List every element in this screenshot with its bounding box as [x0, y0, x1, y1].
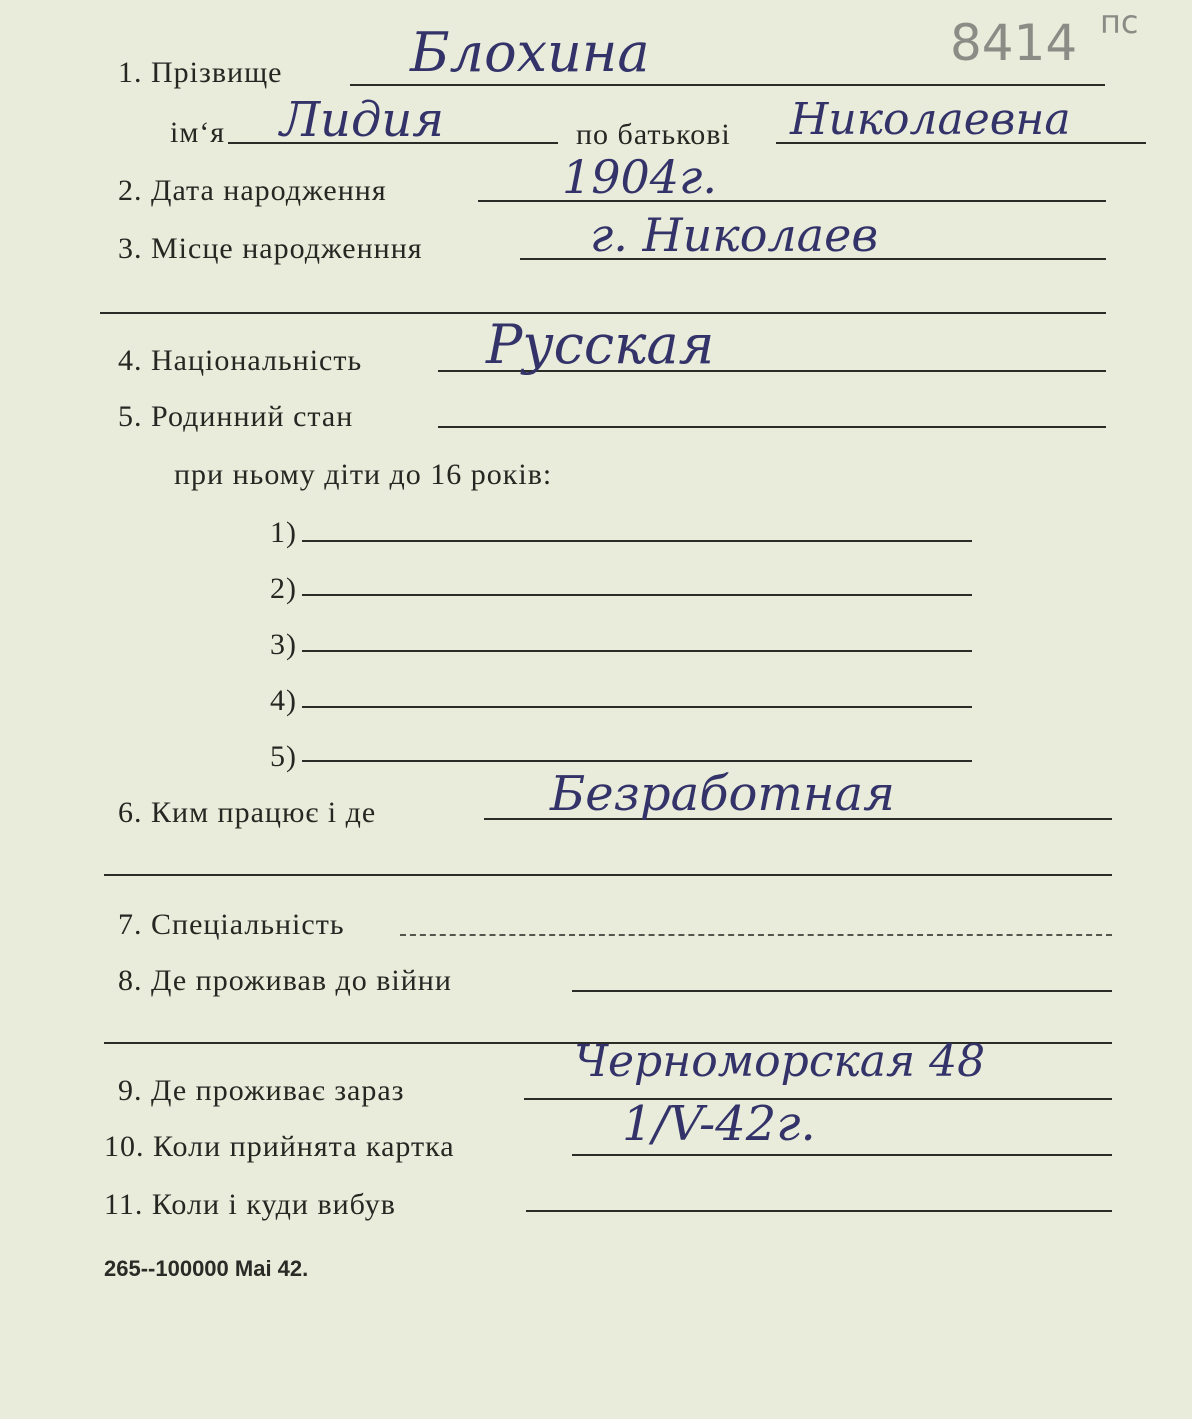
specialty-line [400, 934, 1112, 936]
occupation-value: Безработная [550, 766, 895, 822]
children-label: при ньому діти до 16 років: [174, 458, 553, 491]
patronymic-label: по батькові [576, 118, 731, 151]
prewar-residence-line [572, 990, 1112, 992]
card-accepted-label: 10. Коли прийнята картка [104, 1130, 455, 1163]
child-2-label: 2) [270, 572, 297, 605]
card-accepted-value: 1/V-42г. [622, 1096, 816, 1152]
child-2-line [302, 594, 972, 596]
surname-line [350, 84, 1105, 86]
archive-number-suffix: пс [1100, 3, 1139, 41]
archive-number: 8414 [950, 14, 1078, 72]
occupation-extra-line [104, 874, 1112, 876]
birthdate-label: 2. Дата народження [118, 174, 387, 207]
birthdate-value: 1904г. [562, 150, 717, 204]
surname-label: 1. Прізвище [118, 56, 283, 89]
occupation-label: 6. Ким працює і де [118, 796, 377, 829]
marital-status-line [438, 426, 1106, 428]
child-4-label: 4) [270, 684, 297, 717]
surname-value: Блохина [410, 21, 650, 84]
marital-status-label: 5. Родинний стан [118, 400, 354, 433]
name-value: Лидия [280, 92, 445, 148]
child-3-line [302, 650, 972, 652]
child-1-line [302, 540, 972, 542]
departed-line [526, 1210, 1112, 1212]
birthplace-value: г. Николаев [590, 208, 879, 262]
current-residence-value: Черноморская 48 [574, 1036, 986, 1087]
current-residence-line [524, 1098, 1112, 1100]
current-residence-label: 9. Де проживає зараз [118, 1074, 405, 1107]
birthplace-label: 3. Місце народженння [118, 232, 423, 265]
name-label: ім‘я [170, 116, 226, 149]
print-code: 265--100000 Mai 42. [104, 1256, 309, 1281]
child-5-label: 5) [270, 740, 297, 773]
specialty-label: 7. Спеціальність [118, 908, 345, 941]
nationality-label: 4. Національність [118, 344, 363, 377]
nationality-value: Русская [486, 313, 715, 376]
card-accepted-line [572, 1154, 1112, 1156]
child-3-label: 3) [270, 628, 297, 661]
child-1-label: 1) [270, 516, 297, 549]
child-4-line [302, 706, 972, 708]
prewar-residence-label: 8. Де проживав до війни [118, 964, 452, 997]
child-5-line [302, 760, 972, 762]
patronymic-value: Николаевна [790, 94, 1071, 145]
departed-label: 11. Коли і куди вибув [104, 1188, 396, 1221]
